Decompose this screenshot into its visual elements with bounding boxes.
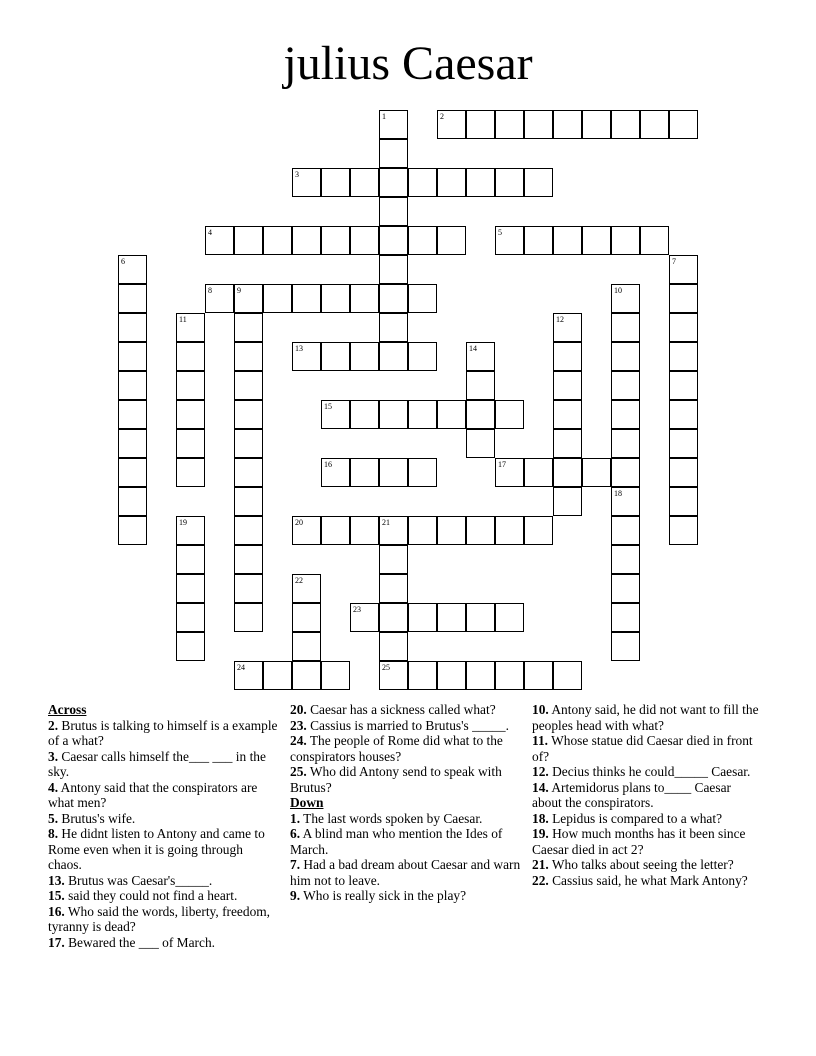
grid-cell[interactable] bbox=[292, 632, 321, 661]
grid-cell[interactable] bbox=[437, 516, 466, 545]
grid-cell[interactable] bbox=[669, 255, 698, 284]
clue-text: Who said the words, liberty, freedom, tyranny is dead? bbox=[48, 903, 271, 934]
grid-cell[interactable] bbox=[669, 110, 698, 139]
grid-cell[interactable] bbox=[524, 226, 553, 255]
clue-down bbox=[290, 826, 522, 857]
grid-cell[interactable] bbox=[176, 632, 205, 661]
grid-cell[interactable] bbox=[437, 661, 466, 690]
grid-cell[interactable] bbox=[495, 168, 524, 197]
grid-cell[interactable] bbox=[292, 168, 321, 197]
clue-text: Caesar has a sickness called what? bbox=[310, 702, 496, 717]
grid-cell[interactable] bbox=[408, 603, 437, 632]
grid-cell[interactable] bbox=[321, 661, 350, 690]
clue-text: Antony said, he did not want to fill the peoples head with what? bbox=[532, 702, 759, 733]
clue-number: 3. bbox=[48, 748, 59, 764]
grid-cell[interactable] bbox=[379, 603, 408, 632]
grid-cell[interactable] bbox=[669, 487, 698, 516]
clue-across bbox=[290, 764, 522, 795]
grid-cell[interactable] bbox=[234, 661, 263, 690]
grid-cell[interactable] bbox=[234, 458, 263, 487]
grid-cell[interactable] bbox=[234, 342, 263, 371]
clue-text: Antony said that the conspirators are what men? bbox=[48, 779, 258, 810]
clue-text: The people of Rome did what to the conspirators houses? bbox=[290, 733, 503, 764]
clue-column-1 bbox=[48, 702, 280, 950]
grid-cell[interactable] bbox=[669, 516, 698, 545]
clue-column-2 bbox=[290, 702, 522, 904]
grid-cell[interactable] bbox=[466, 400, 495, 429]
clue-down bbox=[532, 702, 764, 733]
grid-cell[interactable] bbox=[234, 545, 263, 574]
grid-cell[interactable] bbox=[379, 168, 408, 197]
grid-cell[interactable] bbox=[669, 313, 698, 342]
grid-cell[interactable] bbox=[176, 516, 205, 545]
grid-cell[interactable] bbox=[292, 574, 321, 603]
grid-cell[interactable] bbox=[379, 574, 408, 603]
grid-cell[interactable] bbox=[611, 516, 640, 545]
grid-cell[interactable] bbox=[292, 342, 321, 371]
grid-cell[interactable] bbox=[669, 284, 698, 313]
clue-number: 9. bbox=[290, 888, 301, 903]
grid-cell[interactable] bbox=[611, 545, 640, 574]
grid-cell[interactable] bbox=[640, 110, 669, 139]
grid-cell[interactable] bbox=[466, 661, 495, 690]
clue-across bbox=[48, 718, 280, 749]
clue-text: Had a bad dream about Caesar and warn him not to leave. bbox=[290, 857, 521, 888]
clue-number: 2. bbox=[48, 717, 59, 733]
grid-cell[interactable] bbox=[408, 342, 437, 371]
grid-cell[interactable] bbox=[611, 574, 640, 603]
cell-number: 22 bbox=[295, 576, 303, 585]
clue-text: He didnt listen to Antony and came to Rome even when it is going through chaos. bbox=[48, 826, 265, 872]
clue-down bbox=[532, 857, 764, 873]
grid-cell[interactable] bbox=[350, 226, 379, 255]
clue-down bbox=[532, 873, 764, 889]
grid-cell[interactable] bbox=[466, 429, 495, 458]
grid-cell[interactable] bbox=[524, 458, 553, 487]
clue-number: 23. bbox=[290, 717, 307, 733]
cell-number: 12 bbox=[556, 315, 564, 324]
grid-cell[interactable] bbox=[553, 371, 582, 400]
grid-cell[interactable] bbox=[466, 516, 495, 545]
grid-cell[interactable] bbox=[524, 516, 553, 545]
cell-number: 15 bbox=[324, 402, 332, 411]
cell-number: 23 bbox=[353, 605, 361, 614]
grid-cell[interactable] bbox=[553, 400, 582, 429]
cell-number: 7 bbox=[672, 257, 676, 266]
grid-cell[interactable] bbox=[118, 429, 147, 458]
cell-number: 19 bbox=[179, 518, 187, 527]
clue-number: 5. bbox=[48, 810, 59, 826]
clue-text: Brutus is talking to himself is a example of a what? bbox=[48, 717, 278, 748]
grid-cell[interactable] bbox=[234, 371, 263, 400]
clue-number: 12. bbox=[532, 764, 549, 779]
grid-cell[interactable] bbox=[118, 313, 147, 342]
cell-number: 2 bbox=[440, 112, 444, 121]
clue-number: 22. bbox=[532, 872, 549, 888]
clue-number: 4. bbox=[48, 779, 59, 795]
clue-across bbox=[290, 702, 522, 718]
clue-text: Artemidorus plans to____ Caesar about the conspirators. bbox=[532, 779, 731, 810]
grid-cell[interactable] bbox=[379, 400, 408, 429]
clue-down bbox=[290, 811, 522, 827]
grid-cell[interactable] bbox=[582, 458, 611, 487]
grid-cell[interactable] bbox=[611, 603, 640, 632]
clue-across bbox=[48, 811, 280, 827]
grid-cell[interactable] bbox=[118, 371, 147, 400]
grid-cell[interactable] bbox=[234, 429, 263, 458]
grid-cell[interactable] bbox=[118, 487, 147, 516]
clue-number: 21. bbox=[532, 857, 549, 872]
grid-cell[interactable] bbox=[292, 226, 321, 255]
clue-number: 14. bbox=[532, 779, 549, 795]
cell-number: 11 bbox=[179, 315, 187, 324]
cell-number: 4 bbox=[208, 228, 212, 237]
grid-cell[interactable] bbox=[176, 458, 205, 487]
clue-number: 17. bbox=[48, 934, 65, 950]
grid-cell[interactable] bbox=[582, 110, 611, 139]
clue-text: Whose statue did Caesar died in front of? bbox=[532, 733, 753, 764]
clue-number: 8. bbox=[48, 826, 59, 841]
grid-cell[interactable] bbox=[379, 226, 408, 255]
grid-cell[interactable] bbox=[350, 516, 379, 545]
grid-cell[interactable] bbox=[611, 110, 640, 139]
grid-cell[interactable] bbox=[350, 458, 379, 487]
grid-cell[interactable] bbox=[176, 603, 205, 632]
clue-number: 15. bbox=[48, 888, 65, 903]
grid-cell[interactable] bbox=[176, 313, 205, 342]
clue-number: 20. bbox=[290, 702, 307, 717]
grid-cell[interactable] bbox=[408, 458, 437, 487]
grid-cell[interactable] bbox=[495, 226, 524, 255]
grid-cell[interactable] bbox=[379, 139, 408, 168]
clue-number: 13. bbox=[48, 872, 65, 888]
grid-cell[interactable] bbox=[321, 458, 350, 487]
cell-number: 17 bbox=[498, 460, 506, 469]
cell-number: 16 bbox=[324, 460, 332, 469]
grid-cell[interactable] bbox=[524, 661, 553, 690]
grid-cell[interactable] bbox=[176, 574, 205, 603]
clue-number: 7. bbox=[290, 857, 301, 872]
clue-down bbox=[532, 733, 764, 764]
grid-cell[interactable] bbox=[408, 516, 437, 545]
grid-cell[interactable] bbox=[553, 110, 582, 139]
grid-cell[interactable] bbox=[669, 400, 698, 429]
clue-down bbox=[290, 888, 522, 904]
grid-cell[interactable] bbox=[263, 661, 292, 690]
cell-number: 3 bbox=[295, 170, 299, 179]
grid-cell[interactable] bbox=[495, 458, 524, 487]
grid-cell[interactable] bbox=[437, 400, 466, 429]
grid-cell[interactable] bbox=[321, 400, 350, 429]
grid-cell[interactable] bbox=[408, 400, 437, 429]
grid-cell[interactable] bbox=[234, 603, 263, 632]
clue-text: Who is really sick in the play? bbox=[303, 888, 467, 903]
grid-cell[interactable] bbox=[379, 255, 408, 284]
clue-across bbox=[48, 749, 280, 780]
grid-cell[interactable] bbox=[611, 632, 640, 661]
grid-cell[interactable] bbox=[611, 226, 640, 255]
grid-cell[interactable] bbox=[379, 458, 408, 487]
across-heading: Across bbox=[48, 702, 87, 717]
clue-text: The last words spoken by Caesar. bbox=[303, 810, 483, 826]
grid-cell[interactable] bbox=[292, 284, 321, 313]
grid-cell[interactable] bbox=[611, 284, 640, 313]
grid-cell[interactable] bbox=[292, 516, 321, 545]
grid-cell[interactable] bbox=[234, 226, 263, 255]
grid-cell[interactable] bbox=[466, 110, 495, 139]
grid-cell[interactable] bbox=[263, 226, 292, 255]
grid-cell[interactable] bbox=[669, 429, 698, 458]
grid-cell[interactable] bbox=[669, 342, 698, 371]
grid-cell[interactable] bbox=[118, 284, 147, 313]
grid-cell[interactable] bbox=[379, 516, 408, 545]
grid-cell[interactable] bbox=[611, 487, 640, 516]
clue-text: Who did Antony send to speak with Brutus? bbox=[290, 764, 502, 795]
clue-text: Brutus's wife. bbox=[61, 810, 136, 826]
grid-cell[interactable] bbox=[553, 342, 582, 371]
grid-cell[interactable] bbox=[437, 226, 466, 255]
grid-cell[interactable] bbox=[466, 342, 495, 371]
grid-cell[interactable] bbox=[495, 400, 524, 429]
grid-cell[interactable] bbox=[379, 661, 408, 690]
grid-cell[interactable] bbox=[379, 110, 408, 139]
grid-cell[interactable] bbox=[437, 168, 466, 197]
clue-number: 16. bbox=[48, 903, 65, 919]
grid-cell[interactable] bbox=[408, 226, 437, 255]
clue-across bbox=[48, 873, 280, 889]
grid-cell[interactable] bbox=[205, 226, 234, 255]
grid-cell[interactable] bbox=[553, 226, 582, 255]
grid-cell[interactable] bbox=[408, 284, 437, 313]
clue-across bbox=[48, 904, 280, 935]
grid-cell[interactable] bbox=[176, 342, 205, 371]
page-title: julius Caesar bbox=[283, 37, 533, 90]
cell-number: 9 bbox=[237, 286, 241, 295]
grid-cell[interactable] bbox=[321, 342, 350, 371]
grid-cell[interactable] bbox=[408, 168, 437, 197]
clue-number: 25. bbox=[290, 764, 307, 779]
grid-cell[interactable] bbox=[437, 603, 466, 632]
grid-cell[interactable] bbox=[437, 110, 466, 139]
grid-cell[interactable] bbox=[379, 632, 408, 661]
cell-number: 8 bbox=[208, 286, 212, 295]
grid-cell[interactable] bbox=[379, 342, 408, 371]
grid-cell[interactable] bbox=[292, 661, 321, 690]
grid-cell[interactable] bbox=[466, 371, 495, 400]
grid-cell[interactable] bbox=[495, 603, 524, 632]
clue-down bbox=[532, 811, 764, 827]
cell-number: 21 bbox=[382, 518, 390, 527]
grid-cell[interactable] bbox=[524, 110, 553, 139]
grid-cell[interactable] bbox=[350, 400, 379, 429]
clue-across bbox=[290, 733, 522, 764]
clue-across bbox=[48, 826, 280, 873]
grid-cell[interactable] bbox=[350, 168, 379, 197]
cell-number: 20 bbox=[295, 518, 303, 527]
grid-cell[interactable] bbox=[582, 226, 611, 255]
clue-down bbox=[532, 826, 764, 857]
cell-number: 6 bbox=[121, 257, 125, 266]
grid-cell[interactable] bbox=[466, 603, 495, 632]
clue-text: said they could not find a heart. bbox=[68, 888, 238, 903]
cell-number: 24 bbox=[237, 663, 245, 672]
grid-cell[interactable] bbox=[321, 516, 350, 545]
clue-text: Caesar calls himself the___ ___ in the sky. bbox=[48, 748, 266, 779]
grid-cell[interactable] bbox=[466, 168, 495, 197]
grid-cell[interactable] bbox=[524, 168, 553, 197]
clue-number: 24. bbox=[290, 733, 307, 748]
grid-cell[interactable] bbox=[321, 284, 350, 313]
cell-number: 10 bbox=[614, 286, 622, 295]
grid-cell[interactable] bbox=[321, 168, 350, 197]
clue-text: Decius thinks he could_____ Caesar. bbox=[552, 764, 751, 779]
grid-cell[interactable] bbox=[118, 342, 147, 371]
grid-cell[interactable] bbox=[234, 487, 263, 516]
grid-cell[interactable] bbox=[234, 284, 263, 313]
grid-cell[interactable] bbox=[611, 342, 640, 371]
grid-cell[interactable] bbox=[176, 400, 205, 429]
clue-number: 6. bbox=[290, 826, 301, 841]
clue-down bbox=[532, 780, 764, 811]
grid-cell[interactable] bbox=[234, 516, 263, 545]
grid-cell[interactable] bbox=[379, 284, 408, 313]
grid-cell[interactable] bbox=[234, 400, 263, 429]
cell-number: 18 bbox=[614, 489, 622, 498]
grid-cell[interactable] bbox=[205, 284, 234, 313]
grid-cell[interactable] bbox=[176, 371, 205, 400]
grid-cell[interactable] bbox=[553, 487, 582, 516]
grid-cell[interactable] bbox=[553, 313, 582, 342]
cell-number: 14 bbox=[469, 344, 477, 353]
grid-cell[interactable] bbox=[611, 458, 640, 487]
grid-cell[interactable] bbox=[176, 429, 205, 458]
clue-number: 19. bbox=[532, 826, 549, 841]
clue-text: Cassius is married to Brutus's _____. bbox=[310, 717, 509, 733]
grid-cell[interactable] bbox=[379, 545, 408, 574]
clue-text: Bewared the ___ of March. bbox=[68, 934, 215, 950]
grid-cell[interactable] bbox=[553, 429, 582, 458]
grid-cell[interactable] bbox=[640, 226, 669, 255]
grid-cell[interactable] bbox=[408, 661, 437, 690]
clue-down bbox=[532, 764, 764, 780]
grid-cell[interactable] bbox=[118, 516, 147, 545]
grid-cell[interactable] bbox=[611, 371, 640, 400]
cell-number: 1 bbox=[382, 112, 386, 121]
clue-number: 1. bbox=[290, 810, 301, 826]
grid-cell[interactable] bbox=[611, 400, 640, 429]
grid-cell[interactable] bbox=[234, 313, 263, 342]
clue-number: 11. bbox=[532, 733, 548, 748]
grid-cell[interactable] bbox=[379, 313, 408, 342]
cell-number: 25 bbox=[382, 663, 390, 672]
grid-cell[interactable] bbox=[495, 661, 524, 690]
clue-text: Brutus was Caesar's_____. bbox=[68, 872, 213, 888]
grid-cell[interactable] bbox=[669, 458, 698, 487]
clue-column-3 bbox=[532, 702, 764, 888]
clue-text: Lepidus is compared to a what? bbox=[552, 810, 723, 826]
grid-cell[interactable] bbox=[553, 458, 582, 487]
grid-cell[interactable] bbox=[495, 516, 524, 545]
grid-cell[interactable] bbox=[350, 342, 379, 371]
grid-cell[interactable] bbox=[321, 226, 350, 255]
grid-cell[interactable] bbox=[263, 284, 292, 313]
grid-cell[interactable] bbox=[118, 458, 147, 487]
clue-number: 18. bbox=[532, 810, 549, 826]
clue-text: Cassius said, he what Mark Antony? bbox=[552, 872, 748, 888]
clue-text: Who talks about seeing the letter? bbox=[551, 857, 734, 872]
clue-down bbox=[290, 857, 522, 888]
clue-text: How much months has it been since Caesar died in act 2? bbox=[532, 826, 746, 857]
clue-across bbox=[48, 888, 280, 904]
cell-number: 13 bbox=[295, 344, 303, 353]
grid-cell[interactable] bbox=[118, 255, 147, 284]
grid-cell[interactable] bbox=[611, 313, 640, 342]
grid-cell[interactable] bbox=[350, 284, 379, 313]
clue-across bbox=[48, 935, 280, 951]
grid-cell[interactable] bbox=[350, 603, 379, 632]
grid-cell[interactable] bbox=[234, 574, 263, 603]
grid-cell[interactable] bbox=[611, 429, 640, 458]
grid-cell[interactable] bbox=[669, 371, 698, 400]
cell-number: 5 bbox=[498, 228, 502, 237]
down-heading: Down bbox=[290, 795, 324, 810]
clue-across bbox=[290, 718, 522, 734]
grid-cell[interactable] bbox=[292, 603, 321, 632]
clue-text: A blind man who mention the Ides of March. bbox=[290, 826, 503, 857]
grid-cell[interactable] bbox=[118, 400, 147, 429]
grid-cell[interactable] bbox=[379, 197, 408, 226]
grid-cell[interactable] bbox=[495, 110, 524, 139]
clue-number: 10. bbox=[532, 702, 549, 717]
grid-cell[interactable] bbox=[553, 661, 582, 690]
clue-across bbox=[48, 780, 280, 811]
grid-cell[interactable] bbox=[176, 545, 205, 574]
